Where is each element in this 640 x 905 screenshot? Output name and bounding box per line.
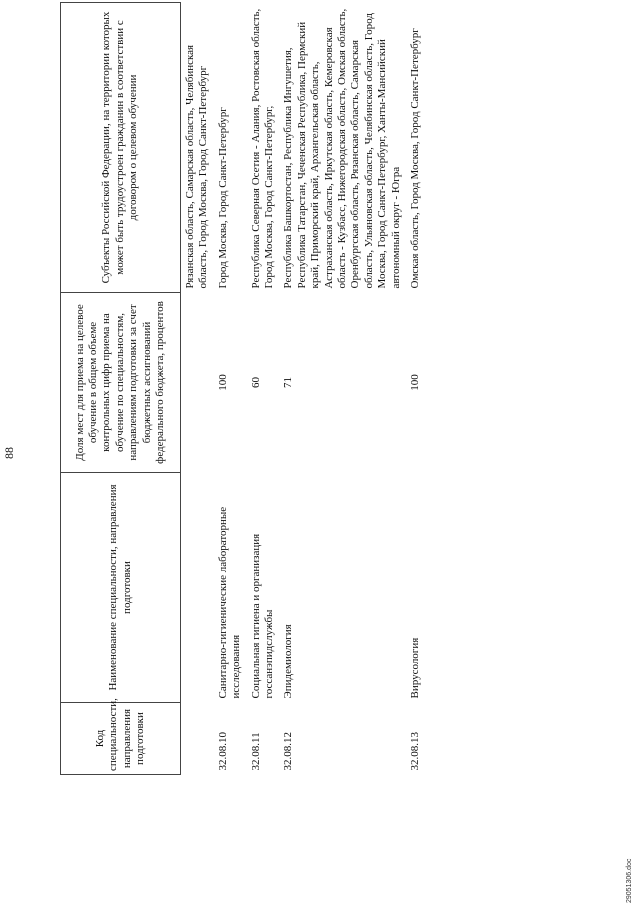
cell-code <box>181 703 214 775</box>
cell-regions: Республика Башкортостан, Республика Ингушетия, Республика Татарстан, Чеченская Республика, Пермский край, Приморский край, Архангельская область, Астраханская область, Иркутская область, Кемеровская область - Кузбасс, Нижегородская область, Омская область, Оренбургская область, Рязанская область, Самарская область, Ульяновская область, Челябинская область, Город Москва, Город Санкт-Петербург, Ханты-Мансийский автономный округ - Югра <box>282 8 402 289</box>
header-code: Код специальности, направления подготовки <box>61 703 181 775</box>
cell-percent: 100 <box>409 374 422 391</box>
header-name: Наименование специальности, направления подготовки <box>61 473 181 703</box>
cell-name: Эпидемиология <box>282 624 295 699</box>
quota-table <box>60 2 426 775</box>
cell-percent: 100 <box>216 374 229 391</box>
header-regions: Субъекты Российской Федерации, на территории которых может быть трудоустроен гражданин в соответствии с договором о целевом обучении <box>61 3 181 293</box>
cell-regions: Республика Северная Осетия - Алания, Ростовская область, Город Москва, Город Санкт-Петербург, <box>249 8 276 289</box>
header-percent: Доля мест для приема на целевое обучение в общем объеме контрольных цифр приема на обучение по специальностям, направлениям подготовки за счет бюджетных ассигнований федерального бюджета, процентов <box>61 293 181 473</box>
cell-percent <box>181 293 214 473</box>
cell-code: 32.08.11 <box>249 732 262 771</box>
cell-code: 32.08.10 <box>216 732 229 771</box>
table-row <box>406 3 425 775</box>
cell-name: Санитарно-гигиенические лабораторные исследования <box>216 506 243 699</box>
table-row <box>214 3 247 775</box>
table-header-row <box>61 3 181 775</box>
cell-code: 32.08.12 <box>282 732 295 771</box>
cell-code: 32.08.13 <box>409 732 422 771</box>
table-row-continuation <box>181 3 214 775</box>
table-row <box>247 3 280 775</box>
cell-regions: Омская область, Город Москва, Город Санкт-Петербург <box>409 28 422 289</box>
cell-name <box>181 473 214 703</box>
cell-regions: Город Москва, Город Санкт-Петербург <box>216 107 229 289</box>
cell-percent: 71 <box>282 377 295 388</box>
table-row <box>279 3 406 775</box>
footer-doc-code: 29051306.doc <box>626 858 633 903</box>
cell-name: Социальная гигиена и организация госсанэпидслужбы <box>249 533 276 699</box>
page-number: 88 <box>2 447 16 459</box>
cell-percent: 60 <box>249 377 262 388</box>
cell-name: Вирусология <box>409 637 422 699</box>
cell-regions: Рязанская область, Самарская область, Челябинская область, Город Москва, Город Санкт-Петербург <box>184 44 210 289</box>
